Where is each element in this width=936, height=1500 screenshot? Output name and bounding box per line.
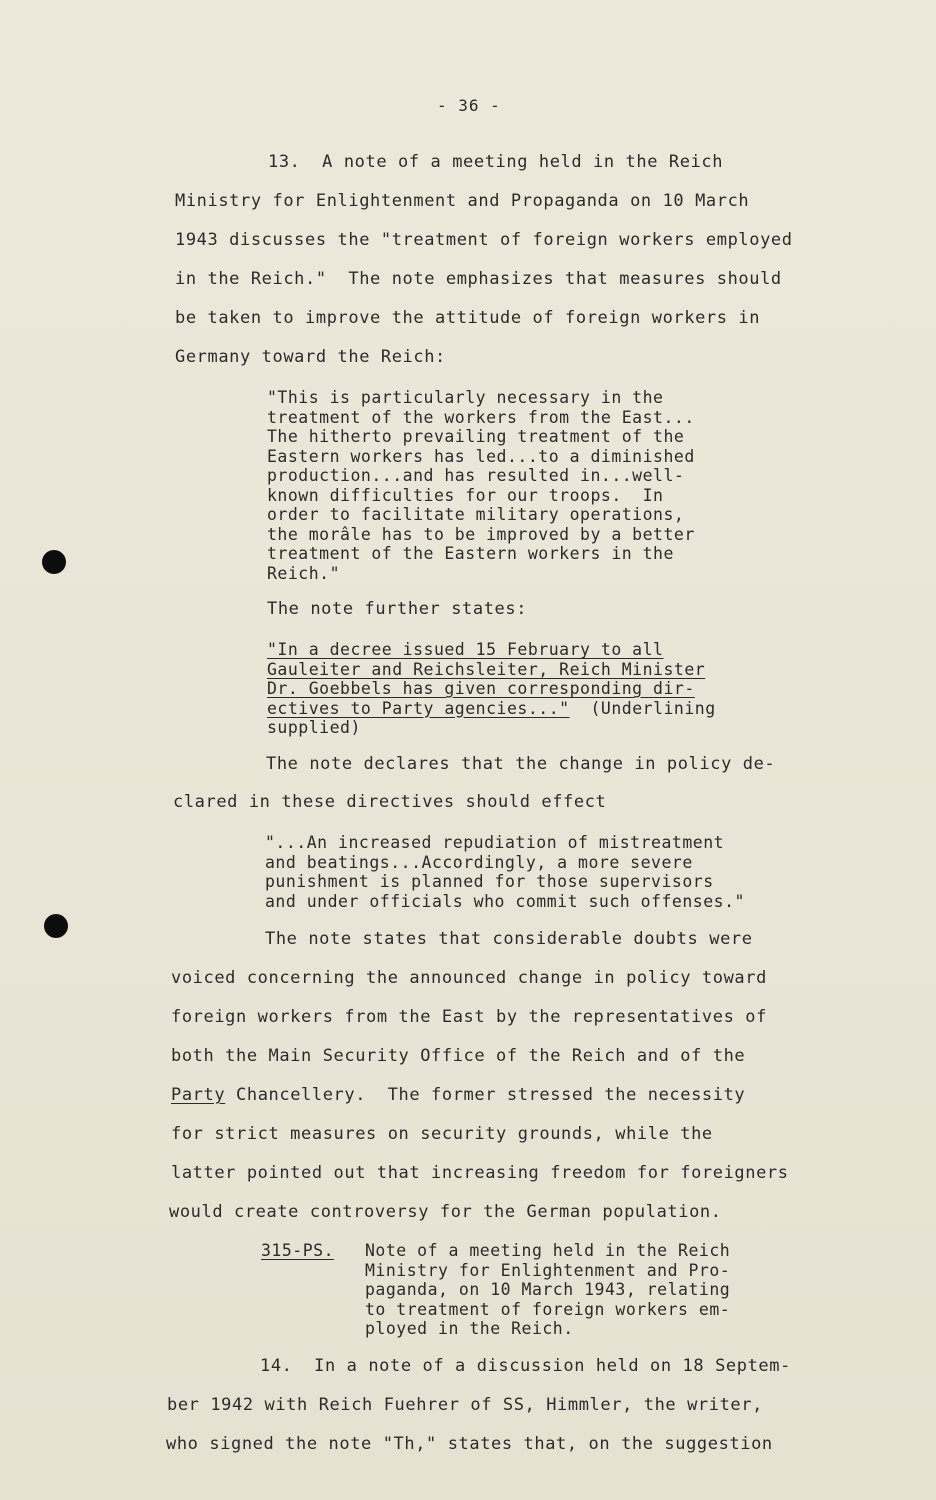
- paragraph-13-line: 13. A note of a meeting held in the Reich: [268, 152, 724, 172]
- quote-1-line: Eastern workers has led...to a diminished: [267, 446, 695, 466]
- quote-1-line: known difficulties for our troops. In: [267, 485, 664, 505]
- declares-line: The note declares that the change in policy de-: [266, 754, 776, 774]
- citation-ref: 315-PS.: [261, 1241, 335, 1260]
- paragraph-13-line: Ministry for Enlightenment and Propaganda on 10 March: [175, 191, 750, 211]
- quote-1-line: order to facilitate military operations,: [267, 505, 685, 524]
- declares-line: clared in these directives should effect: [173, 792, 607, 812]
- punch-hole: [42, 550, 66, 574]
- paragraph-14-line: who signed the note "Th," states that, on the suggestion: [166, 1434, 773, 1454]
- paragraph-14-line: ber 1942 with Reich Fuehrer of SS, Himmler, the writer,: [167, 1395, 763, 1415]
- doubts-line: voiced concerning the announced change in policy toward: [171, 968, 767, 988]
- page-number: - 36 -: [437, 96, 501, 115]
- quote-1-line: The hitherto prevailing treatment of the: [267, 427, 685, 446]
- paragraph-13-line: be taken to improve the attitude of foreign workers in: [175, 308, 761, 328]
- doubts-line: [171, 1085, 745, 1105]
- doubts-line: for strict measures on security grounds, while the: [171, 1124, 713, 1144]
- further-states-line: The note further states:: [267, 599, 528, 619]
- underlined-text: ectives to Party agencies...": [267, 698, 570, 718]
- quote-2-line: [267, 640, 664, 660]
- paragraph-13-line: in the Reich." The note emphasizes that measures should: [175, 269, 782, 289]
- quote-3-line: and under officials who commit such offenses.": [265, 891, 745, 911]
- quote-2-line: [267, 660, 705, 680]
- quote-1-line: Reich.": [267, 563, 341, 583]
- paragraph-13-line: 1943 discusses the "treatment of foreign workers employed: [175, 230, 793, 250]
- quote-1-line: "This is particularly necessary in the: [267, 388, 664, 407]
- doubts-line: The note states that considerable doubts were: [265, 929, 753, 949]
- quote-2-line: [267, 679, 695, 699]
- quote-2-line: [267, 699, 716, 719]
- underlined-party: Party: [171, 1085, 226, 1105]
- underlined-text: Gauleiter and Reichsleiter, Reich Minister: [267, 659, 706, 679]
- doubts-line: would create controversy for the German population.: [169, 1202, 722, 1222]
- citation-line: paganda, on 10 March 1943, relating: [365, 1280, 731, 1299]
- quote-3-line: "...An increased repudiation of mistreatment: [265, 833, 725, 852]
- doubts-line: foreign workers from the East by the representatives of: [171, 1007, 767, 1027]
- citation-line: to treatment of foreign workers em-: [365, 1299, 731, 1319]
- underlined-text: "In a decree issued 15 February to all: [267, 640, 664, 659]
- quote-2-line: supplied): [267, 718, 361, 737]
- quote-1-line: treatment of the workers from the East...: [267, 407, 695, 427]
- quote-1-line: production...and has resulted in...well-: [267, 466, 685, 485]
- doubts-line-rest: Chancellery. The former stressed the necessity: [225, 1085, 746, 1105]
- doubts-line: both the Main Security Office of the Reich and of the: [171, 1046, 746, 1066]
- paragraph-13-line: Germany toward the Reich:: [175, 347, 446, 367]
- citation-line: ployed in the Reich.: [365, 1319, 574, 1338]
- quote-3-line: punishment is planned for those supervisors: [265, 872, 714, 891]
- quote-1-line: treatment of the Eastern workers in the: [267, 544, 674, 563]
- quote-1-line: the morâle has to be improved by a better: [267, 524, 695, 544]
- quote-3-line: and beatings...Accordingly, a more severe: [265, 852, 693, 872]
- punch-hole: [44, 914, 68, 938]
- citation-line: Note of a meeting held in the Reich: [365, 1241, 731, 1260]
- underlined-text: Dr. Goebbels has given corresponding dir-: [267, 679, 695, 698]
- paragraph-14-line: 14. In a note of a discussion held on 18 Septem-: [260, 1356, 791, 1376]
- citation-line: Ministry for Enlightenment and Pro-: [365, 1260, 731, 1280]
- quote-2-note: (Underlining: [569, 698, 716, 718]
- doubts-line: latter pointed out that increasing freedom for foreigners: [171, 1163, 789, 1183]
